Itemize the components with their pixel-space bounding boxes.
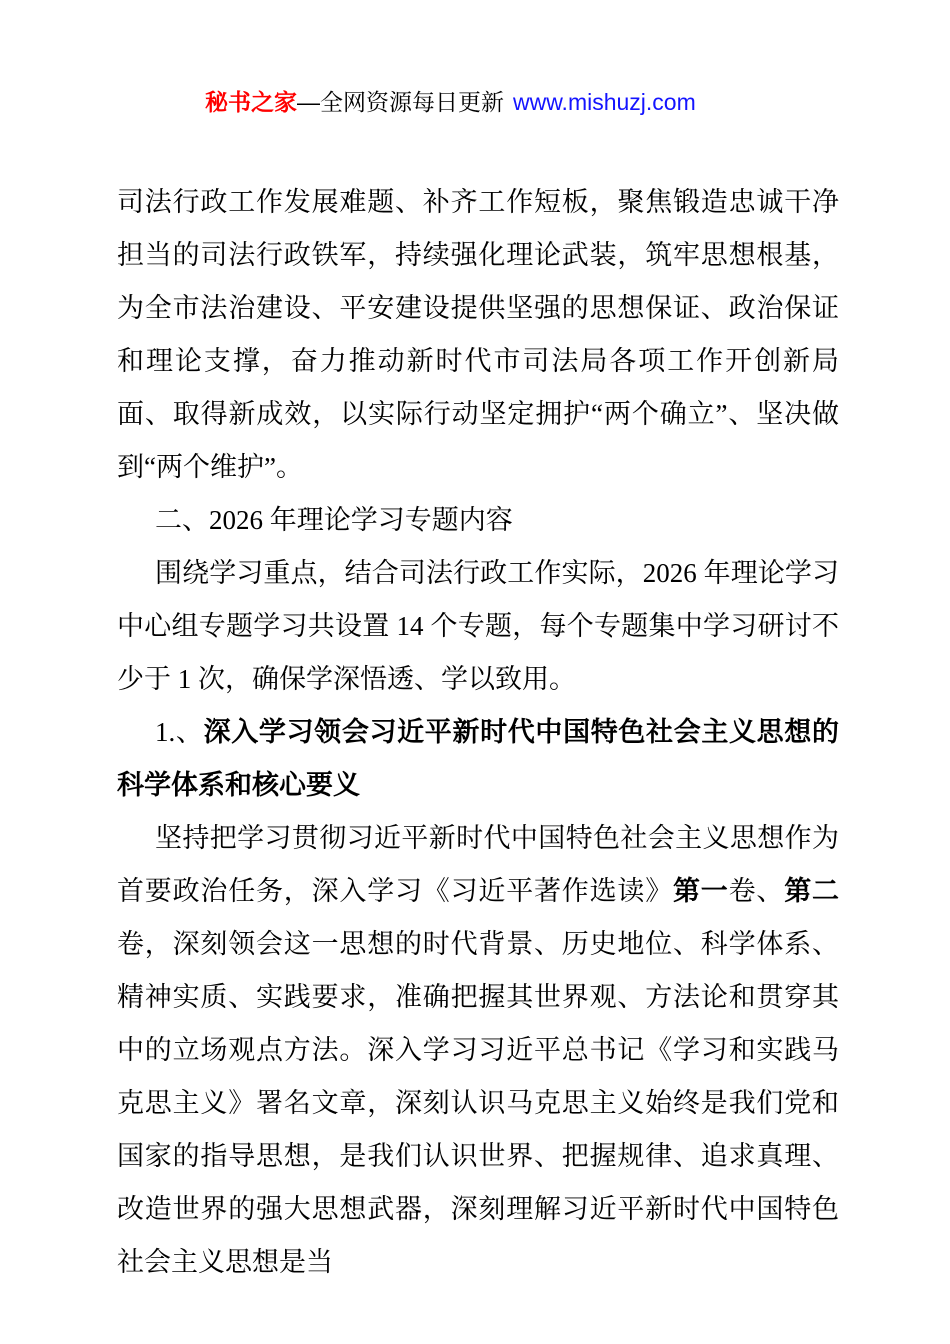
topic-heading <box>117 706 839 812</box>
document-body <box>117 176 839 1289</box>
text-segment: 卷，深刻领会这一思想的时代背景、历史地位、科学体系、精神实质、实践要求，准确把握其世界观、方法论和贯穿其中的立场观点方法。深入学习习近平总书记《学习和实践马克思主义》署名文章，深刻认识马克思主义始终是我们党和国家的指导思想，是我们认识世界、把握规律、追求真理、改造世界的强大思想武器，深刻理解习近平新时代中国特色社会主义思想是当 <box>117 929 839 1277</box>
text-segment: 司法行政工作发展难题、补齐工作短板，聚焦锻造忠诚干净担当的司法行政铁军，持续强化理论武装，筑牢思想根基，为全市法治建设、平安建设提供坚强的思想保证、政治保证和理论支撑，奋力推动新时代市司法局各项工作开创新局面、取得新成效，以实际行动坚定拥护“两个确立”、坚决做到“两个维护”。 <box>117 187 839 482</box>
text-segment: 二、2026 年理论学习专题内容 <box>155 505 513 535</box>
site-url[interactable]: www.mishuzj.com <box>513 89 696 115</box>
header-dash: — <box>297 89 320 115</box>
site-brand: 秘书之家 <box>205 89 297 115</box>
text-segment: 围绕学习重点，结合司法行政工作实际，2026 年理论学习中心组专题学习共设置 14 个专题，每个专题集中学习研讨不少于 1 次，确保学深悟透、学以致用。 <box>117 558 839 694</box>
body-paragraph-continuation <box>117 176 839 494</box>
text-segment: 第二 <box>784 876 840 906</box>
text-segment: 第一 <box>673 876 729 906</box>
section-heading <box>117 494 839 547</box>
body-paragraph <box>117 547 839 706</box>
text-segment: 1.、 <box>155 717 204 747</box>
body-paragraph <box>117 812 839 1289</box>
page-header <box>205 84 696 120</box>
text-segment: 卷、 <box>728 876 785 906</box>
text-segment: 深入学习领会习近平新时代中国特色社会主义思想的科学体系和核心要义 <box>117 717 839 800</box>
header-tagline: 全网资源每日更新 <box>320 89 504 115</box>
text-segment: 坚持把学习贯彻习近平新时代中国特色社会主义思想作为首要政治任务，深入学习《习近平著作选读》 <box>117 823 839 906</box>
